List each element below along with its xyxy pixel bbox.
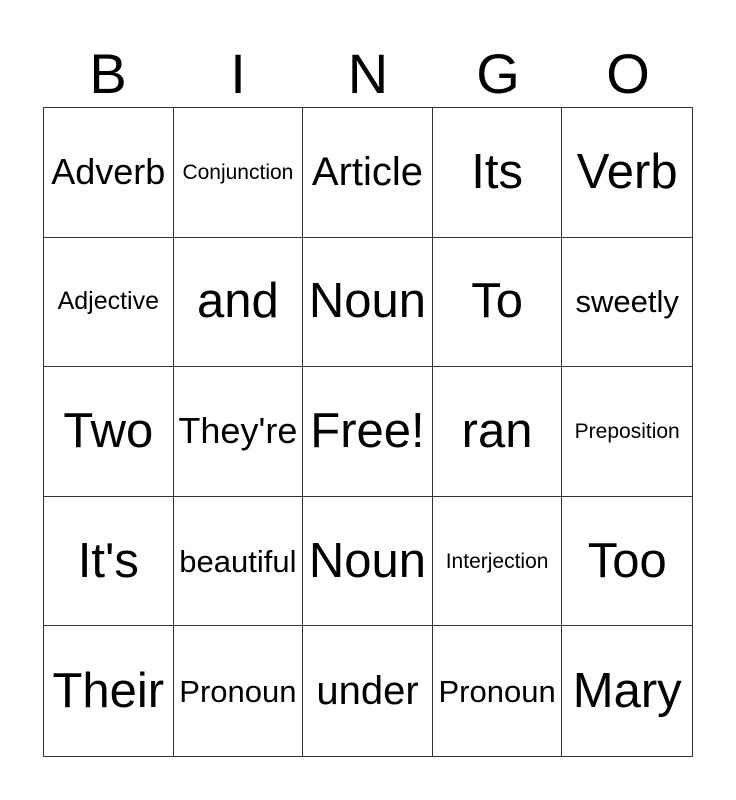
bingo-cell[interactable]: Verb: [562, 108, 692, 238]
bingo-header: [43, 40, 693, 108]
bingo-cell[interactable]: To: [433, 238, 563, 368]
bingo-cell[interactable]: Too: [562, 497, 692, 627]
header-letter-b: B: [89, 42, 127, 105]
header-letter-g: G: [476, 42, 520, 105]
bingo-cell[interactable]: Adverb: [44, 108, 174, 238]
bingo-cell[interactable]: under: [303, 626, 433, 756]
bingo-cell[interactable]: Conjunction: [174, 108, 304, 238]
bingo-cell[interactable]: Noun: [303, 238, 433, 368]
bingo-cell[interactable]: beautiful: [174, 497, 304, 627]
header-letter-i: I: [230, 42, 246, 105]
bingo-cell[interactable]: Interjection: [433, 497, 563, 627]
bingo-cell[interactable]: It's: [44, 497, 174, 627]
header-letter-n: N: [347, 42, 389, 105]
bingo-cell[interactable]: Mary: [572, 663, 682, 718]
bingo-cell[interactable]: Pronoun: [433, 626, 563, 756]
bingo-cell[interactable]: Preposition: [562, 367, 692, 497]
bingo-cell[interactable]: Noun: [303, 497, 433, 627]
bingo-cell[interactable]: Pronoun: [174, 626, 304, 756]
header-letter-o: O: [606, 42, 650, 105]
bingo-cell[interactable]: Free!: [303, 367, 433, 497]
bingo-cell[interactable]: Two: [44, 367, 174, 497]
bingo-cell[interactable]: They're: [174, 367, 304, 497]
bingo-cell[interactable]: sweetly: [562, 238, 692, 368]
bingo-cell[interactable]: Their: [44, 626, 174, 756]
bingo-board: [43, 107, 693, 757]
bingo-cell[interactable]: ran: [433, 367, 563, 497]
bingo-cell[interactable]: Article: [303, 108, 433, 238]
bingo-cell[interactable]: and: [174, 238, 304, 368]
bingo-cell[interactable]: Adjective: [44, 238, 174, 368]
bingo-cell[interactable]: Its: [433, 108, 563, 238]
